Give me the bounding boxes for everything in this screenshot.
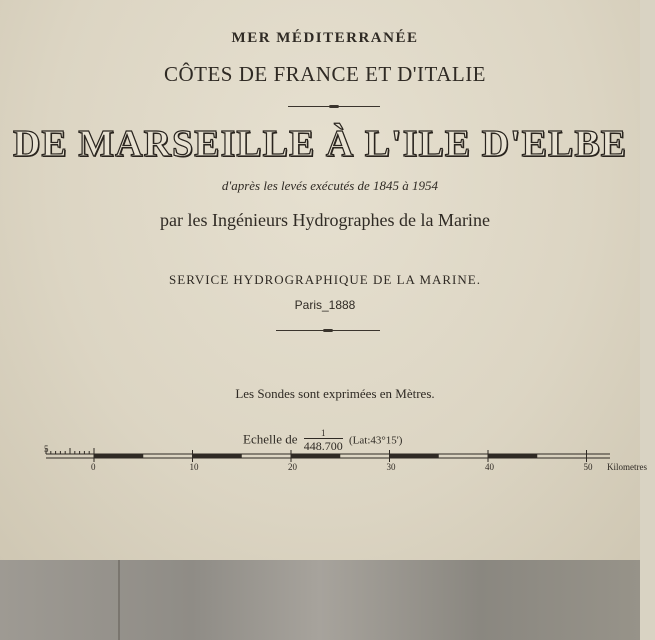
chart-map-edge (0, 560, 640, 640)
scale-bar (0, 436, 640, 466)
scale-segment (488, 454, 537, 458)
scale-denominator: 448.700 (303, 439, 343, 453)
divider-rule (288, 106, 380, 107)
scale-tick-label: 10 (189, 462, 199, 472)
main-title: DE MARSEILLE À L'ILE D'ELBE (12, 123, 628, 165)
sea-name: MER MÉDITERRANÉE (231, 30, 419, 46)
scale-tick-label: 30 (386, 462, 396, 472)
scale-latitude: (Lat:43°15') (349, 434, 403, 447)
scale-tick-label: 0 (91, 462, 96, 472)
scale-tick-label: 50 (583, 462, 593, 472)
authors-line: par les Ingénieurs Hydrographes de la Marine (160, 210, 490, 230)
scale-segment (340, 454, 389, 458)
paper-seam (118, 560, 120, 640)
scale-segment (291, 454, 340, 458)
scale-unit: Kilometres (607, 462, 647, 472)
soundings-note: Les Sondes sont exprimées en Mètres. (235, 386, 435, 401)
scale-tick-label: 40 (485, 462, 494, 472)
scale-left-label: 5 (44, 444, 49, 454)
scale-segment (143, 454, 192, 458)
scale-prefix: Echelle de (243, 431, 298, 447)
divider-rule-lower (276, 330, 380, 331)
scale-segments (94, 450, 587, 462)
scale-segment (439, 454, 488, 458)
publisher-line: SERVICE HYDROGRAPHIQUE DE LA MARINE. (169, 272, 481, 287)
scale-tick-label: 20 (288, 462, 297, 472)
coast-title: CÔTES DE FRANCE ET D'ITALIE (163, 62, 487, 86)
scale-numerator: 1 (304, 428, 343, 439)
scale-segment (390, 454, 439, 458)
survey-dates: d'après les levés exécutés de 1845 à 1954 (221, 178, 439, 193)
publication-date: Paris_1888 (294, 298, 356, 312)
scale-segment (193, 454, 242, 458)
scale-segment (242, 454, 291, 458)
scale-minor-ticks (46, 448, 94, 454)
scale-segment (537, 454, 586, 458)
scale-segment (94, 454, 143, 458)
